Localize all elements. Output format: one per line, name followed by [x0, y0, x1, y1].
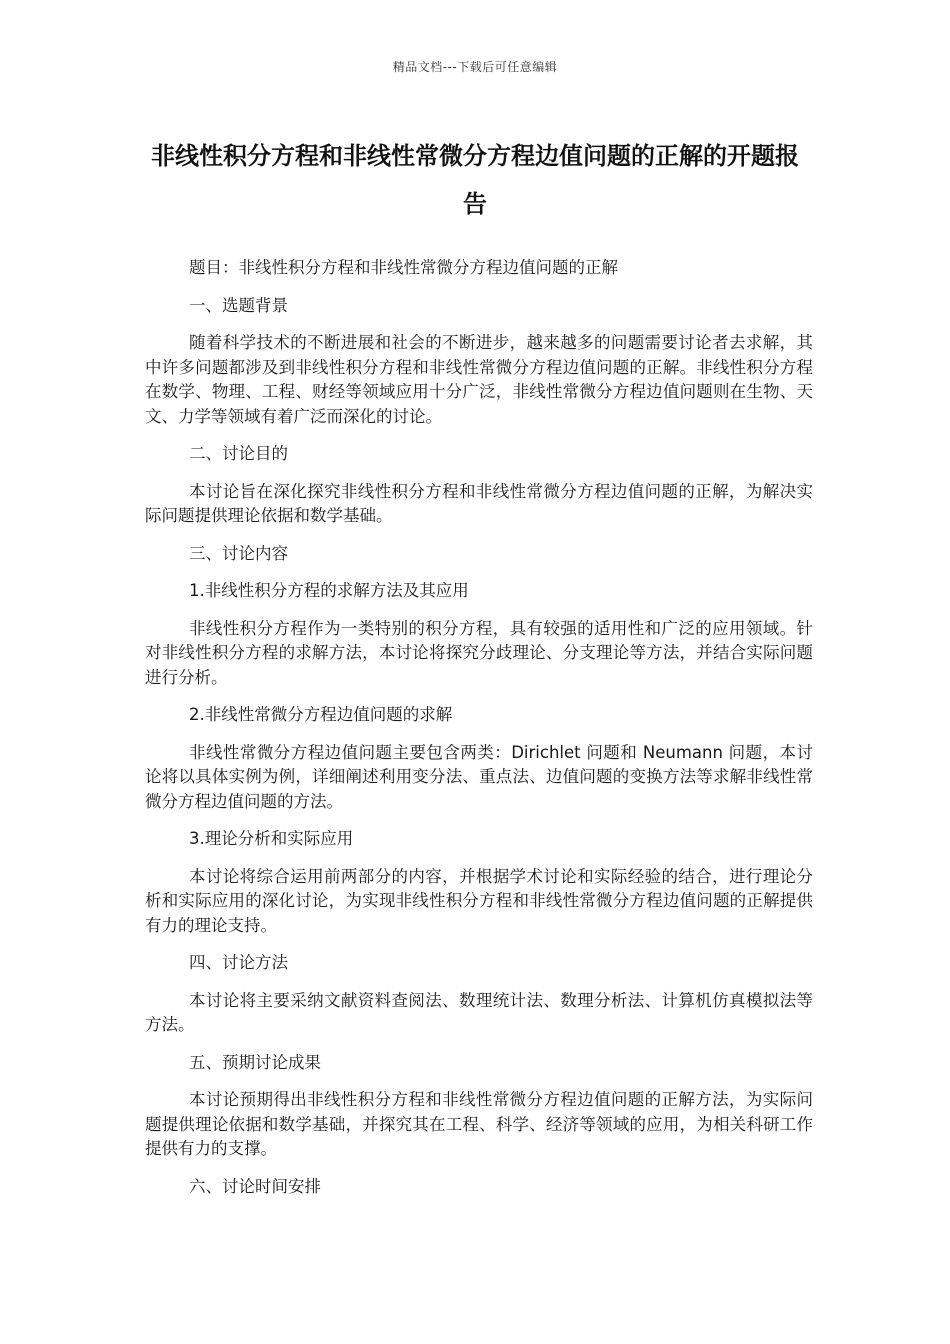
section-heading-purpose: 二、讨论目的: [189, 444, 288, 463]
paragraph-background: 随着科学技术的不断进展和社会的不断进步，越来越多的问题需要讨论者去求解，其中许多问题都涉及到非线性积分方程和非线性常微分方程边值问题的正解。非线性积分方程在数学、物理、工程、财经等领域应用十分广泛，非线性常微分方程边值问题则在生物、天文、力学等领域有着广泛而深化的讨论。: [145, 333, 813, 426]
subsection-heading-theory-application: 3.理论分析和实际应用: [189, 829, 354, 848]
header-note: 精品文档---下载后可任意编辑: [392, 60, 558, 74]
topic-line: 题目：非线性积分方程和非线性常微分方程边值问题的正解: [189, 258, 618, 277]
paragraph-purpose: 本讨论旨在深化探究非线性积分方程和非线性常微分方程边值问题的正解，为解决实际问题提供理论依据和数学基础。: [145, 481, 813, 525]
section-heading-background: 一、选题背景: [189, 295, 288, 315]
section-heading-content: 三、讨论内容: [189, 543, 288, 563]
section-heading-schedule: 六、讨论时间安排: [189, 1176, 321, 1196]
paragraph-methods: 本讨论将主要采纳文献资料查阅法、数理统计法、数理分析法、计算机仿真模拟法等方法。: [145, 990, 813, 1034]
section-heading-expected-results: 五、预期讨论成果: [189, 1052, 321, 1072]
section-heading-methods: 四、讨论方法: [189, 953, 288, 972]
document-title: 非线性积分方程和非线性常微分方程边值问题的正解的开题报告: [151, 142, 799, 218]
paragraph-integral-equations: 非线性积分方程作为一类特别的积分方程，具有较强的适用性和广泛的应用领域。针对非线性积分方程的求解方法，本讨论将探究分歧理论、分支理论等方法，并结合实际问题进行分析。: [145, 618, 813, 687]
paragraph-theory-application: 本讨论将综合运用前两部分的内容，并根据学术讨论和实际经验的结合，进行理论分析和实际应用的深化讨论，为实现非线性积分方程和非线性常微分方程边值问题的正解提供有力的理论支持。: [145, 866, 813, 935]
subsection-heading-boundary-value: 2.非线性常微分方程边值问题的求解: [189, 705, 453, 724]
subsection-heading-integral-equations: 1.非线性积分方程的求解方法及其应用: [189, 581, 469, 600]
document-body: [145, 256, 813, 1212]
paragraph-expected-results: 本讨论预期得出非线性积分方程和非线性常微分方程边值问题的正解方法，为实际问题提供理论依据和数学基础，并探究其在工程、科学、经济等领域的应用，为相关科研工作提供有力的支撑。: [145, 1090, 813, 1158]
paragraph-boundary-value: 非线性常微分方程边值问题主要包含两类：Dirichlet 问题和 Neumann 问题，本讨论将以具体实例为例，详细阐述利用变分法、重点法、边值问题的变换方法等求解非线性常微分方程边值问题的方法。: [145, 742, 813, 811]
